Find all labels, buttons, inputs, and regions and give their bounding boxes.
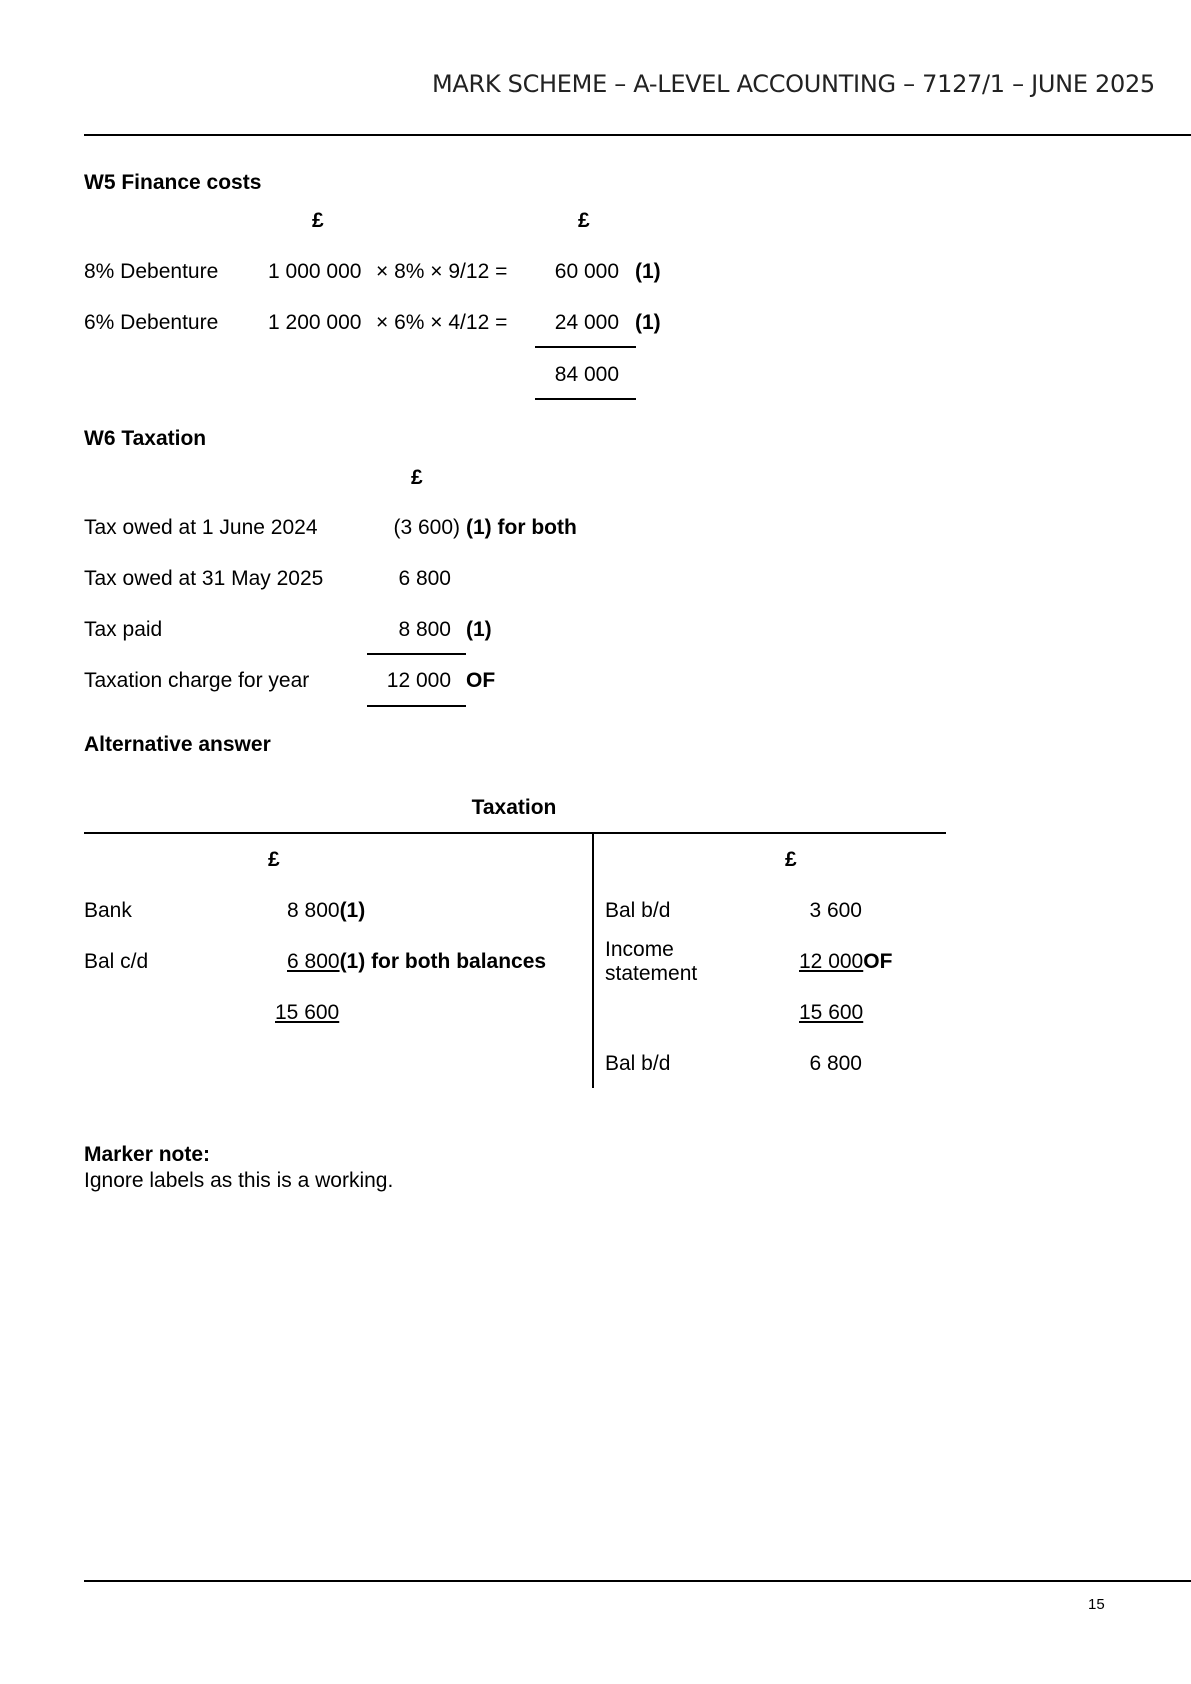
- w5-row-mark: (1): [635, 311, 661, 334]
- w5-total-rule: [535, 398, 636, 400]
- w6-row-value: 8 800: [398, 618, 451, 641]
- credit-balbd-label: Bal b/d: [605, 899, 671, 922]
- w6-row-mark: OF: [466, 669, 496, 692]
- w6-title: W6 Taxation: [84, 427, 207, 450]
- credit-balbd2-label: Bal b/d: [605, 1052, 671, 1075]
- debit-currency: £: [268, 848, 280, 871]
- t-account-title: Taxation: [471, 796, 557, 819]
- w5-subtotal-rule: [535, 346, 636, 348]
- marker-note-title: Marker note:: [84, 1143, 211, 1166]
- credit-income-label-line2: statement: [605, 962, 698, 985]
- debit-balcd-mark: (1) for both balances: [339, 950, 547, 973]
- w6-row-mark: (1): [466, 618, 492, 641]
- credit-income-label-line1: Income: [605, 938, 674, 961]
- t-account-top-rule: [84, 832, 946, 834]
- credit-currency: £: [785, 848, 797, 871]
- w5-row-mark: (1): [635, 260, 661, 283]
- credit-income-value: 12 000: [799, 950, 864, 973]
- w6-row-mark: (1) for both: [466, 516, 577, 539]
- w5-total: 84 000: [554, 363, 619, 386]
- w5-row-amount: 1 000 000: [268, 260, 362, 283]
- w5-row-amount: 1 200 000: [268, 311, 362, 334]
- w6-row-label: Taxation charge for year: [84, 669, 310, 692]
- credit-income-mark: OF: [863, 950, 893, 973]
- w5-row-result: 60 000: [554, 260, 619, 283]
- t-account-divider: [592, 832, 594, 1088]
- marker-note-text: Ignore labels as this is a working.: [84, 1169, 394, 1192]
- w5-row-label: 8% Debenture: [84, 260, 219, 283]
- w5-row-result: 24 000: [554, 311, 619, 334]
- w5-title: W5 Finance costs: [84, 171, 262, 194]
- debit-balcd-value: 6 800: [287, 950, 340, 973]
- w5-row-calc: × 8% × 9/12 =: [376, 260, 508, 283]
- w5-currency-col1: £: [312, 209, 324, 232]
- debit-bank-mark: (1): [339, 899, 366, 922]
- w6-row-label: Tax owed at 1 June 2024: [84, 516, 318, 539]
- w6-total-rule: [367, 705, 466, 707]
- debit-balcd-label: Bal c/d: [84, 950, 149, 973]
- w5-row-label: 6% Debenture: [84, 311, 219, 334]
- debit-bank-label: Bank: [84, 899, 132, 922]
- page-header-title: MARK SCHEME – A-LEVEL ACCOUNTING – 7127/1 – JUNE 2025: [432, 70, 1155, 98]
- credit-income-entry: [799, 950, 892, 974]
- header-rule: [84, 134, 1191, 136]
- w6-row-label: Tax paid: [84, 618, 163, 641]
- w6-row-value: (3 600): [393, 516, 460, 539]
- debit-bank-entry: [287, 899, 365, 923]
- page-number: 15: [1088, 1596, 1105, 1613]
- w6-row-value: 12 000: [386, 669, 451, 692]
- w5-currency-col2: £: [578, 209, 590, 232]
- w6-currency: £: [411, 466, 423, 489]
- debit-balcd-entry: [287, 950, 546, 974]
- credit-balbd-value: 3 600: [809, 899, 862, 922]
- debit-bank-value: 8 800: [287, 899, 340, 922]
- w6-row-label: Tax owed at 31 May 2025: [84, 567, 324, 590]
- credit-total: 15 600: [799, 1001, 864, 1024]
- alt-title: Alternative answer: [84, 733, 271, 756]
- footer-rule: [84, 1580, 1191, 1582]
- w6-row-value: 6 800: [398, 567, 451, 590]
- credit-balbd2-value: 6 800: [809, 1052, 862, 1075]
- w6-subtotal-rule: [367, 653, 466, 655]
- debit-total: 15 600: [275, 1001, 340, 1024]
- w5-row-calc: × 6% × 4/12 =: [376, 311, 508, 334]
